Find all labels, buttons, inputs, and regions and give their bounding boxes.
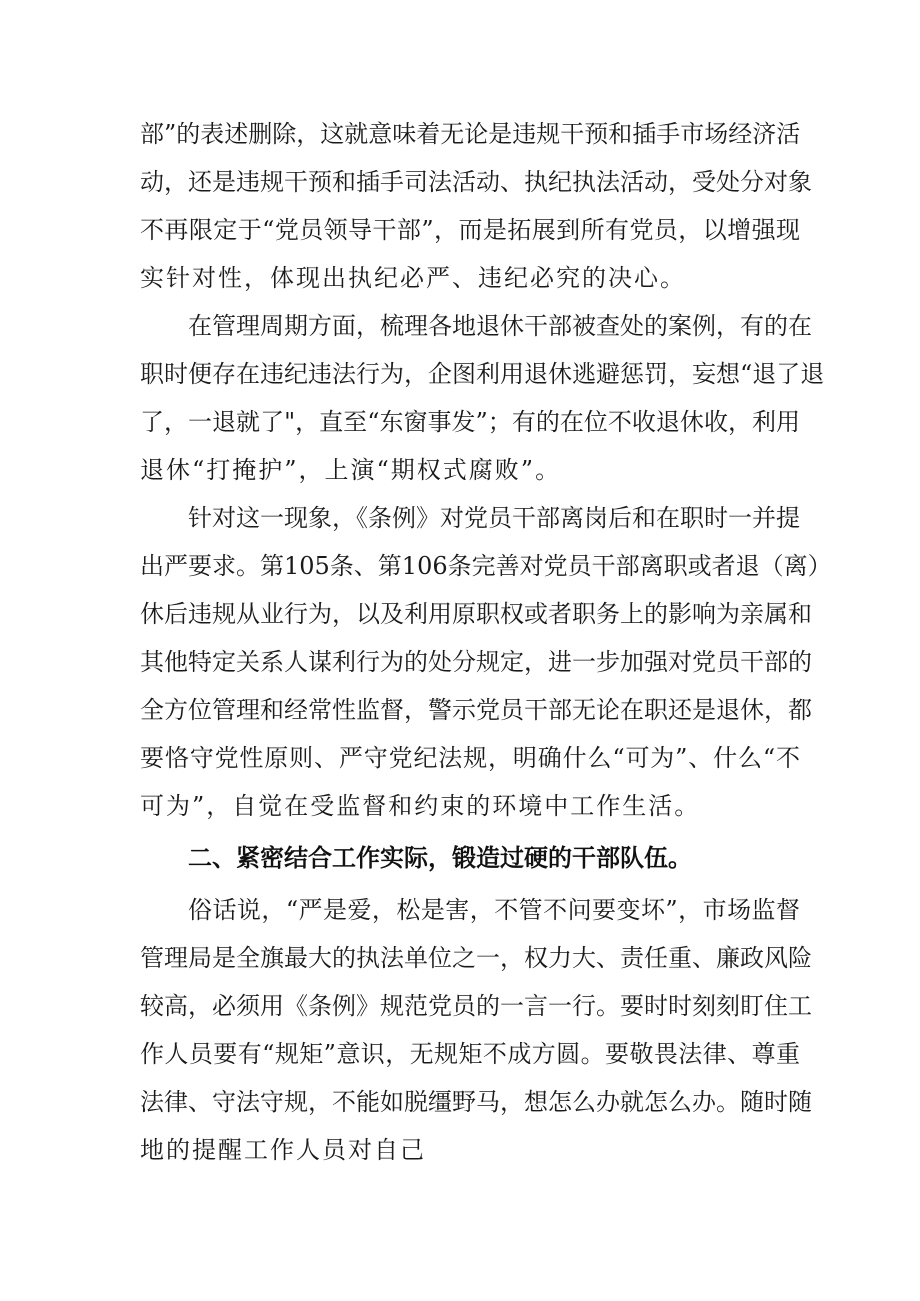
body-text-line: 管理局是全旗最大的执法单位之一，权力大、责任重、廉政风险 bbox=[140, 944, 812, 972]
body-text-line: 地的提醒工作人员对自己 bbox=[140, 1136, 426, 1164]
body-text-line: 实针对性，体现出执纪必严、违纪必究的决心。 bbox=[140, 264, 686, 292]
section-heading: 二、紧密结合工作实际，锻造过硬的干部队伍。 bbox=[188, 844, 692, 872]
body-text-line: 出严要求。第105条、第106条完善对党员干部离职或者退（离） bbox=[140, 552, 832, 580]
body-text-line: 俗话说，“严是爱，松是害，不管不问要变坏”，市场监督 bbox=[188, 896, 800, 924]
body-text-line: 了，一退就了"，直至“东窗事发”；有的在位不收退休收，利用 bbox=[140, 408, 800, 436]
body-text-line: 可为”，自觉在受监督和约束的环境中工作生活。 bbox=[140, 792, 701, 820]
body-text-line: 退休“打掩护”，上演“期权式腐败”。 bbox=[140, 456, 562, 484]
body-text-line: 全方位管理和经常性监督，警示党员干部无论在职还是退休，都 bbox=[140, 696, 812, 724]
body-text-line: 部”的表述删除，这就意味着无论是违规干预和插手市场经济活 bbox=[140, 120, 801, 148]
body-text-line: 法律、守法守规，不能如脱缰野马，想怎么办就怎么办。随时随 bbox=[140, 1088, 812, 1116]
body-text-line: 针对这一现象，《条例》对党员干部离岗后和在职时一并提 bbox=[188, 504, 800, 532]
body-text-line: 职时便存在违纪违法行为，企图利用退休逃避惩罚，妄想“退了退 bbox=[140, 360, 825, 388]
body-text-line: 其他特定关系人谋利行为的处分规定，进一步加强对党员干部的 bbox=[140, 648, 812, 676]
body-text-line: 动，还是违规干预和插手司法活动、执纪执法活动，受处分对象 bbox=[140, 168, 812, 196]
body-text-line: 要恪守党性原则、严守党纪法规，明确什么“可为”、什么“不 bbox=[140, 744, 800, 772]
body-text-line: 较高，必须用《条例》规范党员的一言一行。要时时刻刻盯住工 bbox=[140, 992, 812, 1020]
body-text-line: 不再限定于“党员领导干部”，而是拓展到所有党员，以增强现 bbox=[140, 216, 800, 244]
body-text-line: 在管理周期方面，梳理各地退休干部被查处的案例，有的在 bbox=[188, 312, 812, 340]
body-text-line: 休后违规从业行为，以及利用原职权或者职务上的影响为亲属和 bbox=[140, 600, 812, 628]
body-text-line: 作人员要有“规矩”意识，无规矩不成方圆。要敬畏法律、尊重 bbox=[140, 1040, 800, 1068]
